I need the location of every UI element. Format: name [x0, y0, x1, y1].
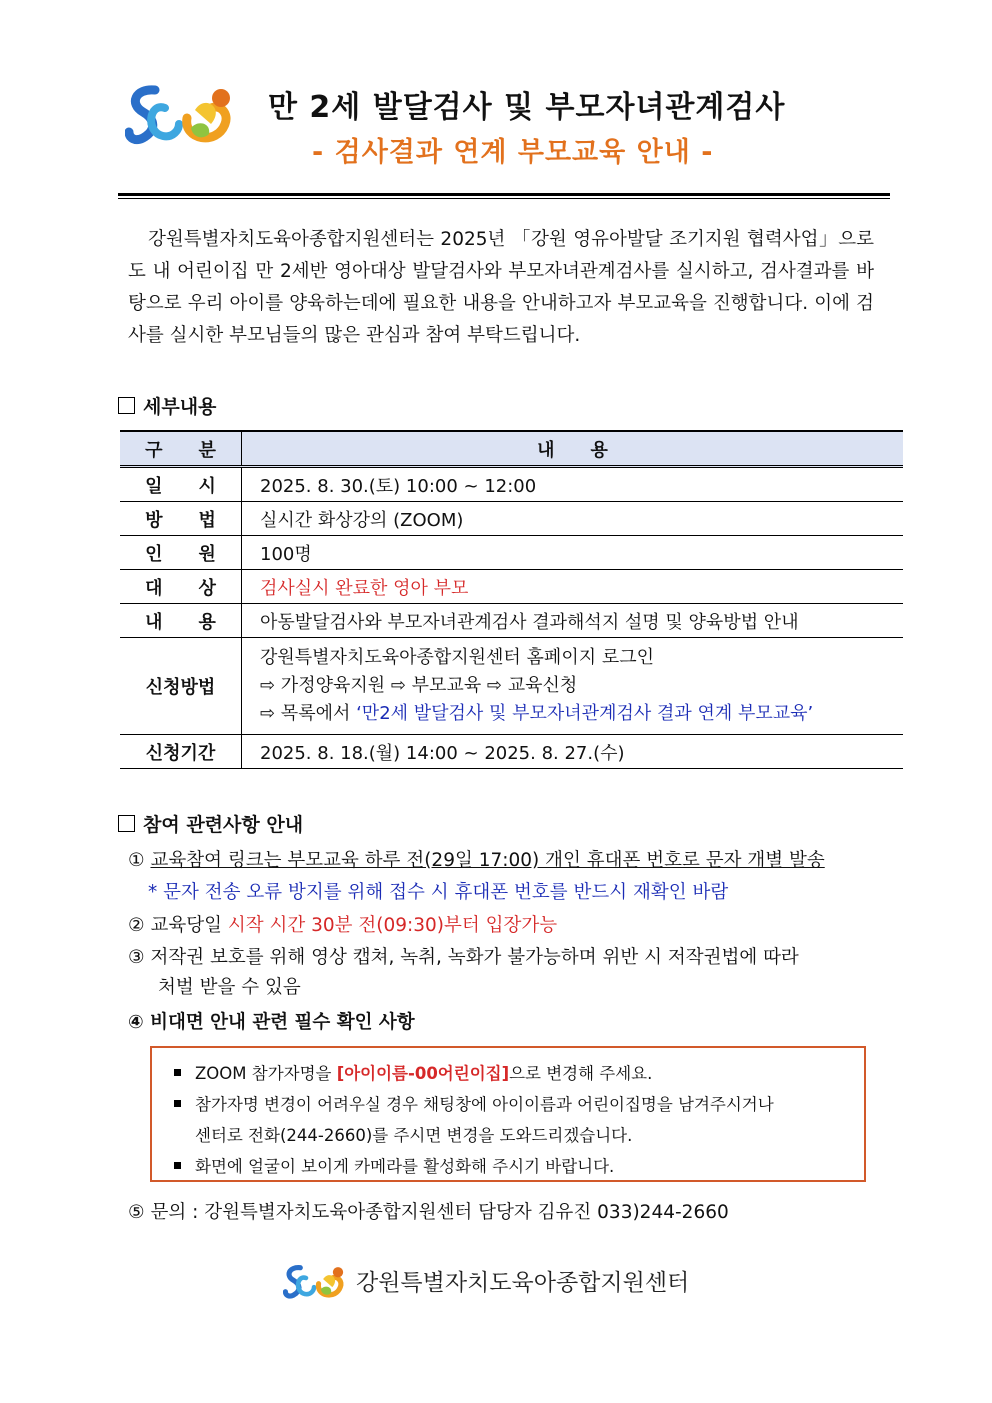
intro-paragraph: 강원특별자치도육아종합지원센터는 2025년 「강원 영유아발달 조기지원 협력사업」으로 도 내 어린이집 만 2세반 영아대상 발달검사와 부모자녀관계검사를 실시하고, 검사결과를 바탕으로 우리 아이를 양육하는데에 필요한 내용을 안내하고자 부모교육을 진행합니다. 이에 검사를 실시한 부모님들의 많은 관심과 참여 부탁드립니다. — [128, 229, 874, 346]
row-key-capacity: 인 원 — [120, 536, 242, 570]
bullet-square-icon — [174, 1162, 181, 1169]
note-1: ① 교육참여 링크는 부모교육 하루 전(29일 17:00) 개인 휴대폰 번호로 문자 개별 발송 — [128, 850, 825, 871]
note-3-cont: 처벌 받을 수 있음 — [158, 977, 301, 998]
center-logo-icon — [125, 80, 240, 150]
notice-item-2: 참가자명 변경이 어려우실 경우 채팅창에 아이이름과 어린이집명을 남겨주시거나 — [174, 1091, 774, 1115]
note-4: ④ 비대면 안내 관련 필수 확인 사항 — [128, 1012, 415, 1033]
row-value-content: 아동발달검사와 부모자녀관계검사 결과해석지 설명 및 양육방법 안내 — [242, 604, 904, 638]
row-key-method: 방 법 — [120, 502, 242, 536]
note-1-sub: * 문자 전송 오류 방지를 위해 접수 시 휴대폰 번호를 반드시 재확인 바람 — [148, 882, 729, 903]
table-row — [120, 638, 903, 735]
apply-program-name: ‘만2세 발달검사 및 부모자녀관계검사 결과 연계 부모교육’ — [356, 703, 814, 724]
note-3: ③ 저작권 보호를 위해 영상 캡쳐, 녹취, 녹화가 불가능하며 위반 시 저작권법에 따라 — [128, 947, 799, 968]
details-table — [120, 430, 903, 769]
checkbox-square-icon — [118, 397, 135, 414]
notice-item-2-cont: 센터로 전화(244-2660)를 주시면 변경을 도와드리겠습니다. — [195, 1126, 633, 1145]
section-details-heading: 세부내용 — [118, 392, 216, 419]
header-divider-thin — [118, 198, 890, 199]
section-notes-heading: 참여 관련사항 안내 — [118, 810, 303, 837]
row-value-capacity: 100명 — [242, 536, 904, 570]
table-header-row — [120, 431, 903, 467]
row-key-apply: 신청방법 — [120, 638, 242, 735]
apply-line-2: ⇨ 가정양육지원 ⇨ 부모교육 ⇨ 교육신청 — [260, 675, 578, 696]
center-logo-icon — [283, 1262, 349, 1302]
checkbox-square-icon — [118, 815, 135, 832]
row-key-content: 내 용 — [120, 604, 242, 638]
note-5-contact: ⑤ 문의 : 강원특별자치도육아종합지원센터 담당자 김유진 033)244-2660 — [128, 1202, 729, 1223]
notice-item-3: 화면에 얼굴이 보이게 카메라를 활성화해 주시기 바랍니다. — [174, 1153, 614, 1177]
table-header-value: 내 용 — [242, 431, 904, 467]
table-row — [120, 467, 903, 502]
header-divider — [118, 193, 890, 196]
footer-org-name: 강원특별자치도육아종합지원센터 — [356, 1270, 690, 1296]
table-row — [120, 536, 903, 570]
bullet-square-icon — [174, 1069, 181, 1076]
row-key-date: 일 시 — [120, 467, 242, 502]
row-value-date: 2025. 8. 30.(토) 10:00 ~ 12:00 — [242, 467, 904, 502]
online-notice-box — [150, 1046, 866, 1182]
row-value-method: 실시간 화상강의 (ZOOM) — [242, 502, 904, 536]
table-row — [120, 570, 903, 604]
table-row — [120, 735, 903, 769]
row-value-period: 2025. 8. 18.(월) 14:00 ~ 2025. 8. 27.(수) — [242, 735, 904, 769]
notice-item-1: ZOOM 참가자명을 [아이이름-00어린이집]으로 변경해 주세요. — [174, 1060, 652, 1084]
row-key-target: 대 상 — [120, 570, 242, 604]
page-subtitle: - 검사결과 연계 부모교육 안내 - — [312, 137, 714, 168]
apply-line-1: 강원특별자치도육아종합지원센터 홈페이지 로그인 — [260, 647, 654, 668]
table-row — [120, 604, 903, 638]
apply-line-3: ⇨ 목록에서 ‘만2세 발달검사 및 부모자녀관계검사 결과 연계 부모교육’ — [260, 703, 814, 724]
note-2: ② 교육당일 시작 시간 30분 전(09:30)부터 입장가능 — [128, 915, 558, 936]
table-row — [120, 502, 903, 536]
row-value-apply — [242, 638, 904, 735]
bullet-square-icon — [174, 1100, 181, 1107]
page-title: 만 2세 발달검사 및 부모자녀관계검사 — [268, 90, 786, 125]
table-header-key: 구 분 — [120, 431, 242, 467]
row-value-target: 검사실시 완료한 영아 부모 — [242, 570, 904, 604]
row-key-period: 신청기간 — [120, 735, 242, 769]
